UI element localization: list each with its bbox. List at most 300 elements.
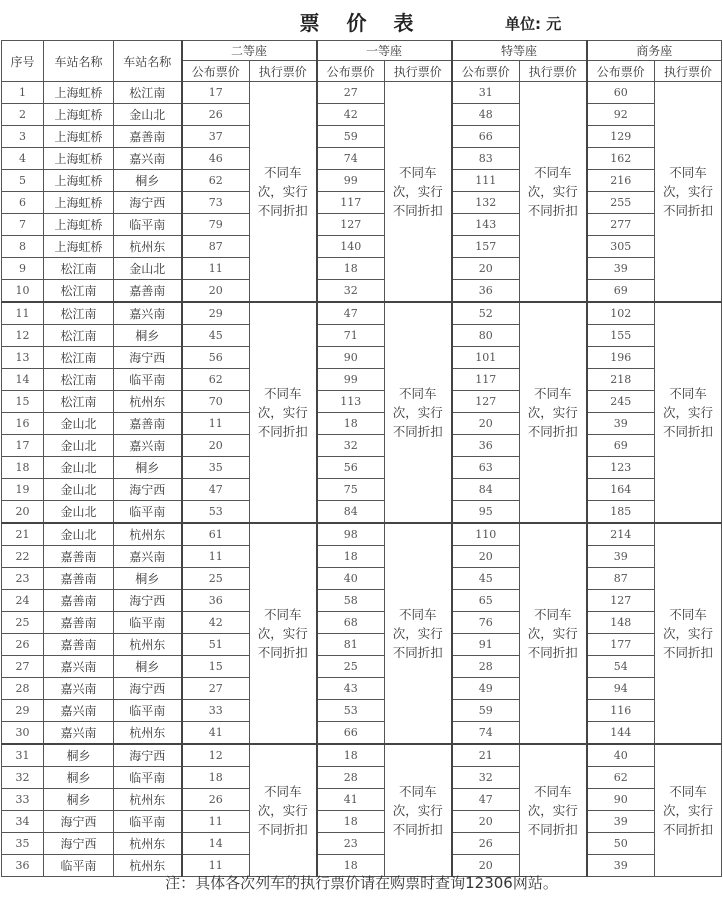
fare-table-body [2,82,722,877]
cell-business-published: 60 [587,82,655,104]
table-row [2,656,722,678]
cell-station-to: 杭州东 [114,523,182,546]
cell-station-from: 金山北 [44,413,114,435]
cell-second-published: 62 [182,369,250,391]
cell-first-published: 28 [317,767,385,789]
cell-second-published: 73 [182,192,250,214]
cell-seq: 21 [2,523,44,546]
cell-business-published: 62 [587,767,655,789]
cell-premium-published: 47 [452,789,520,811]
cell-station-from: 嘉善南 [44,568,114,590]
cell-premium-published: 143 [452,214,520,236]
unit-label: 单位: 元 [505,15,562,33]
cell-station-to: 嘉兴南 [114,148,182,170]
cell-second-published: 20 [182,280,250,303]
page-title: 票 价 表 [299,11,424,35]
cell-station-to: 杭州东 [114,833,182,855]
cell-seq: 2 [2,104,44,126]
cell-first-published: 74 [317,148,385,170]
cell-first-published: 90 [317,347,385,369]
cell-first-published: 127 [317,214,385,236]
cell-seq: 29 [2,700,44,722]
table-row [2,501,722,524]
cell-premium-actual: 不同车次，实行不同折扣 [520,523,587,744]
cell-premium-published: 49 [452,678,520,700]
cell-station-from: 松江南 [44,369,114,391]
cell-seq: 22 [2,546,44,568]
cell-second-published: 51 [182,634,250,656]
cell-station-from: 松江南 [44,280,114,303]
cell-station-from: 上海虹桥 [44,236,114,258]
cell-premium-published: 127 [452,391,520,413]
cell-business-published: 255 [587,192,655,214]
cell-second-published: 11 [182,258,250,280]
cell-station-to: 临平南 [114,767,182,789]
cell-business-actual: 不同车次，实行不同折扣 [655,82,722,303]
cell-station-from: 上海虹桥 [44,104,114,126]
cell-seq: 17 [2,435,44,457]
cell-station-from: 上海虹桥 [44,214,114,236]
cell-business-published: 164 [587,479,655,501]
cell-second-published: 18 [182,767,250,789]
cell-station-to: 海宁西 [114,479,182,501]
cell-station-from: 松江南 [44,347,114,369]
cell-station-to: 桐乡 [114,568,182,590]
cell-first-published: 99 [317,369,385,391]
cell-seq: 34 [2,811,44,833]
cell-station-from: 上海虹桥 [44,126,114,148]
cell-seq: 14 [2,369,44,391]
cell-business-published: 102 [587,302,655,325]
cell-premium-published: 36 [452,435,520,457]
table-row [2,568,722,590]
cell-second-published: 17 [182,82,250,104]
cell-business-published: 116 [587,700,655,722]
cell-business-published: 123 [587,457,655,479]
cell-business-published: 177 [587,634,655,656]
cell-premium-published: 20 [452,855,520,877]
header-second-class: 二等座 [182,41,317,61]
cell-station-from: 金山北 [44,479,114,501]
cell-station-from: 嘉兴南 [44,656,114,678]
cell-station-from: 上海虹桥 [44,192,114,214]
cell-second-published: 26 [182,789,250,811]
cell-station-to: 桐乡 [114,656,182,678]
cell-first-published: 99 [317,170,385,192]
header-published: 公布票价 [317,61,385,82]
header-actual: 执行票价 [385,61,452,82]
cell-second-published: 45 [182,325,250,347]
cell-business-published: 185 [587,501,655,524]
table-row [2,413,722,435]
cell-seq: 7 [2,214,44,236]
cell-premium-published: 63 [452,457,520,479]
cell-seq: 18 [2,457,44,479]
cell-second-published: 36 [182,590,250,612]
cell-premium-published: 28 [452,656,520,678]
cell-station-to: 海宁西 [114,678,182,700]
cell-station-to: 杭州东 [114,789,182,811]
cell-station-from: 海宁西 [44,811,114,833]
cell-seq: 24 [2,590,44,612]
table-row [2,347,722,369]
cell-business-published: 218 [587,369,655,391]
cell-business-published: 148 [587,612,655,634]
cell-premium-published: 66 [452,126,520,148]
cell-premium-published: 20 [452,413,520,435]
cell-premium-published: 20 [452,546,520,568]
cell-business-published: 87 [587,568,655,590]
cell-seq: 11 [2,302,44,325]
cell-station-from: 嘉兴南 [44,700,114,722]
cell-seq: 33 [2,789,44,811]
cell-seq: 35 [2,833,44,855]
cell-seq: 10 [2,280,44,303]
cell-second-published: 29 [182,302,250,325]
cell-premium-published: 101 [452,347,520,369]
cell-station-from: 上海虹桥 [44,170,114,192]
cell-station-from: 金山北 [44,457,114,479]
cell-first-published: 66 [317,722,385,745]
cell-station-to: 松江南 [114,82,182,104]
cell-second-published: 46 [182,148,250,170]
cell-station-to: 杭州东 [114,855,182,877]
header-published: 公布票价 [452,61,520,82]
table-row [2,612,722,634]
cell-station-from: 金山北 [44,523,114,546]
cell-station-to: 杭州东 [114,236,182,258]
cell-second-published: 27 [182,678,250,700]
cell-station-to: 金山北 [114,258,182,280]
cell-business-published: 129 [587,126,655,148]
header-seq: 序号 [2,41,44,82]
cell-first-published: 40 [317,568,385,590]
cell-business-published: 216 [587,170,655,192]
cell-station-to: 桐乡 [114,457,182,479]
cell-premium-actual: 不同车次，实行不同折扣 [520,744,587,877]
cell-station-to: 嘉兴南 [114,435,182,457]
cell-first-actual: 不同车次，实行不同折扣 [385,744,452,877]
footnote: 注：具体各次列车的执行票价请在购票时查询12306网站。 [165,874,558,892]
cell-station-from: 嘉兴南 [44,722,114,745]
cell-premium-published: 110 [452,523,520,546]
cell-station-to: 嘉善南 [114,280,182,303]
cell-seq: 4 [2,148,44,170]
cell-station-from: 金山北 [44,435,114,457]
cell-business-actual: 不同车次，实行不同折扣 [655,302,722,523]
table-row [2,789,722,811]
cell-seq: 23 [2,568,44,590]
cell-second-published: 70 [182,391,250,413]
cell-premium-published: 52 [452,302,520,325]
cell-premium-published: 65 [452,590,520,612]
cell-second-published: 35 [182,457,250,479]
cell-first-published: 117 [317,192,385,214]
cell-second-published: 11 [182,546,250,568]
cell-seq: 16 [2,413,44,435]
cell-station-from: 海宁西 [44,833,114,855]
cell-station-to: 嘉善南 [114,126,182,148]
cell-business-published: 50 [587,833,655,855]
cell-second-published: 12 [182,744,250,767]
cell-seq: 26 [2,634,44,656]
cell-second-published: 11 [182,855,250,877]
cell-second-published: 11 [182,811,250,833]
table-row [2,744,722,767]
cell-seq: 13 [2,347,44,369]
cell-station-to: 海宁西 [114,347,182,369]
cell-business-published: 245 [587,391,655,413]
cell-first-published: 71 [317,325,385,347]
cell-station-from: 桐乡 [44,744,114,767]
cell-first-published: 68 [317,612,385,634]
cell-second-published: 37 [182,126,250,148]
cell-first-actual: 不同车次，实行不同折扣 [385,302,452,523]
cell-station-to: 杭州东 [114,634,182,656]
cell-business-published: 305 [587,236,655,258]
cell-seq: 19 [2,479,44,501]
cell-business-published: 94 [587,678,655,700]
cell-first-published: 18 [317,258,385,280]
table-row [2,325,722,347]
cell-first-published: 32 [317,435,385,457]
cell-business-published: 162 [587,148,655,170]
table-row [2,457,722,479]
cell-premium-published: 45 [452,568,520,590]
table-row [2,722,722,745]
cell-station-to: 临平南 [114,501,182,524]
cell-second-published: 47 [182,479,250,501]
cell-premium-published: 111 [452,170,520,192]
cell-business-published: 214 [587,523,655,546]
cell-second-published: 53 [182,501,250,524]
cell-premium-published: 80 [452,325,520,347]
header-station-to: 车站名称 [114,41,182,82]
cell-business-published: 69 [587,435,655,457]
header-actual: 执行票价 [250,61,317,82]
table-row [2,214,722,236]
cell-station-from: 临平南 [44,855,114,877]
cell-premium-published: 21 [452,744,520,767]
cell-second-actual: 不同车次，实行不同折扣 [250,523,317,744]
cell-second-published: 61 [182,523,250,546]
cell-premium-published: 36 [452,280,520,303]
cell-second-published: 41 [182,722,250,745]
cell-station-to: 临平南 [114,612,182,634]
cell-seq: 3 [2,126,44,148]
cell-business-published: 39 [587,413,655,435]
cell-business-actual: 不同车次，实行不同折扣 [655,523,722,744]
cell-second-published: 79 [182,214,250,236]
cell-business-published: 90 [587,789,655,811]
cell-seq: 1 [2,82,44,104]
header-actual: 执行票价 [655,61,722,82]
cell-business-published: 40 [587,744,655,767]
cell-first-published: 43 [317,678,385,700]
cell-first-published: 56 [317,457,385,479]
table-row [2,280,722,303]
cell-station-from: 上海虹桥 [44,82,114,104]
cell-second-published: 15 [182,656,250,678]
cell-first-published: 18 [317,744,385,767]
cell-second-published: 11 [182,413,250,435]
cell-business-published: 39 [587,258,655,280]
cell-business-published: 39 [587,855,655,877]
cell-seq: 25 [2,612,44,634]
cell-station-to: 海宁西 [114,192,182,214]
table-row [2,170,722,192]
cell-business-published: 92 [587,104,655,126]
table-row [2,82,722,104]
cell-second-actual: 不同车次，实行不同折扣 [250,82,317,303]
cell-station-from: 松江南 [44,302,114,325]
header-first-class: 一等座 [317,41,452,61]
header-published: 公布票价 [587,61,655,82]
cell-business-published: 39 [587,546,655,568]
cell-second-published: 26 [182,104,250,126]
table-row [2,833,722,855]
cell-station-from: 松江南 [44,391,114,413]
cell-first-published: 140 [317,236,385,258]
cell-first-published: 27 [317,82,385,104]
cell-station-from: 金山北 [44,501,114,524]
cell-first-published: 25 [317,656,385,678]
cell-premium-published: 59 [452,700,520,722]
cell-business-published: 127 [587,590,655,612]
table-row [2,192,722,214]
cell-seq: 31 [2,744,44,767]
cell-first-published: 113 [317,391,385,413]
cell-second-published: 25 [182,568,250,590]
header-station-from: 车站名称 [44,41,114,82]
header-premium-class: 特等座 [452,41,587,61]
cell-first-published: 18 [317,546,385,568]
cell-first-published: 81 [317,634,385,656]
table-row [2,391,722,413]
cell-premium-published: 26 [452,833,520,855]
cell-premium-published: 32 [452,767,520,789]
cell-station-to: 金山北 [114,104,182,126]
table-row [2,236,722,258]
cell-business-published: 39 [587,811,655,833]
cell-station-to: 桐乡 [114,325,182,347]
cell-business-published: 69 [587,280,655,303]
cell-premium-actual: 不同车次，实行不同折扣 [520,302,587,523]
table-row [2,546,722,568]
cell-business-published: 277 [587,214,655,236]
cell-station-to: 临平南 [114,214,182,236]
cell-second-actual: 不同车次，实行不同折扣 [250,302,317,523]
cell-seq: 20 [2,501,44,524]
table-row [2,369,722,391]
cell-station-from: 桐乡 [44,767,114,789]
cell-first-published: 59 [317,126,385,148]
cell-station-to: 临平南 [114,811,182,833]
cell-seq: 27 [2,656,44,678]
cell-station-to: 海宁西 [114,590,182,612]
cell-station-from: 桐乡 [44,789,114,811]
table-row [2,258,722,280]
cell-premium-published: 76 [452,612,520,634]
cell-business-published: 196 [587,347,655,369]
cell-second-published: 62 [182,170,250,192]
table-row [2,104,722,126]
cell-second-published: 56 [182,347,250,369]
cell-first-published: 98 [317,523,385,546]
cell-station-from: 松江南 [44,258,114,280]
cell-first-published: 18 [317,413,385,435]
cell-premium-published: 48 [452,104,520,126]
table-row [2,767,722,789]
cell-second-published: 14 [182,833,250,855]
cell-seq: 12 [2,325,44,347]
table-row [2,302,722,325]
table-row [2,590,722,612]
cell-premium-actual: 不同车次，实行不同折扣 [520,82,587,303]
cell-first-published: 58 [317,590,385,612]
header-business-class: 商务座 [587,41,722,61]
table-row [2,523,722,546]
cell-station-from: 嘉善南 [44,634,114,656]
cell-seq: 6 [2,192,44,214]
cell-station-to: 海宁西 [114,744,182,767]
table-row [2,126,722,148]
cell-first-published: 75 [317,479,385,501]
table-row [2,811,722,833]
cell-station-from: 嘉兴南 [44,678,114,700]
cell-seq: 5 [2,170,44,192]
cell-premium-published: 157 [452,236,520,258]
cell-station-to: 杭州东 [114,722,182,745]
cell-first-published: 84 [317,501,385,524]
cell-business-published: 144 [587,722,655,745]
cell-first-published: 32 [317,280,385,303]
cell-first-published: 18 [317,811,385,833]
cell-first-published: 47 [317,302,385,325]
cell-seq: 9 [2,258,44,280]
cell-station-to: 临平南 [114,369,182,391]
table-row [2,148,722,170]
fare-table [1,40,722,877]
cell-business-actual: 不同车次，实行不同折扣 [655,744,722,877]
cell-station-to: 嘉善南 [114,413,182,435]
cell-first-actual: 不同车次，实行不同折扣 [385,523,452,744]
cell-second-published: 42 [182,612,250,634]
cell-seq: 28 [2,678,44,700]
cell-station-to: 桐乡 [114,170,182,192]
cell-premium-published: 95 [452,501,520,524]
cell-first-published: 53 [317,700,385,722]
cell-station-to: 临平南 [114,700,182,722]
cell-first-published: 23 [317,833,385,855]
cell-second-actual: 不同车次，实行不同折扣 [250,744,317,877]
cell-first-published: 42 [317,104,385,126]
cell-station-from: 上海虹桥 [44,148,114,170]
cell-station-to: 嘉兴南 [114,546,182,568]
cell-station-from: 嘉善南 [44,612,114,634]
table-row [2,479,722,501]
cell-second-published: 87 [182,236,250,258]
cell-seq: 8 [2,236,44,258]
table-row [2,435,722,457]
cell-station-to: 杭州东 [114,391,182,413]
table-row [2,678,722,700]
cell-business-published: 155 [587,325,655,347]
cell-second-published: 20 [182,435,250,457]
cell-premium-published: 74 [452,722,520,745]
cell-station-from: 嘉善南 [44,546,114,568]
cell-station-from: 嘉善南 [44,590,114,612]
